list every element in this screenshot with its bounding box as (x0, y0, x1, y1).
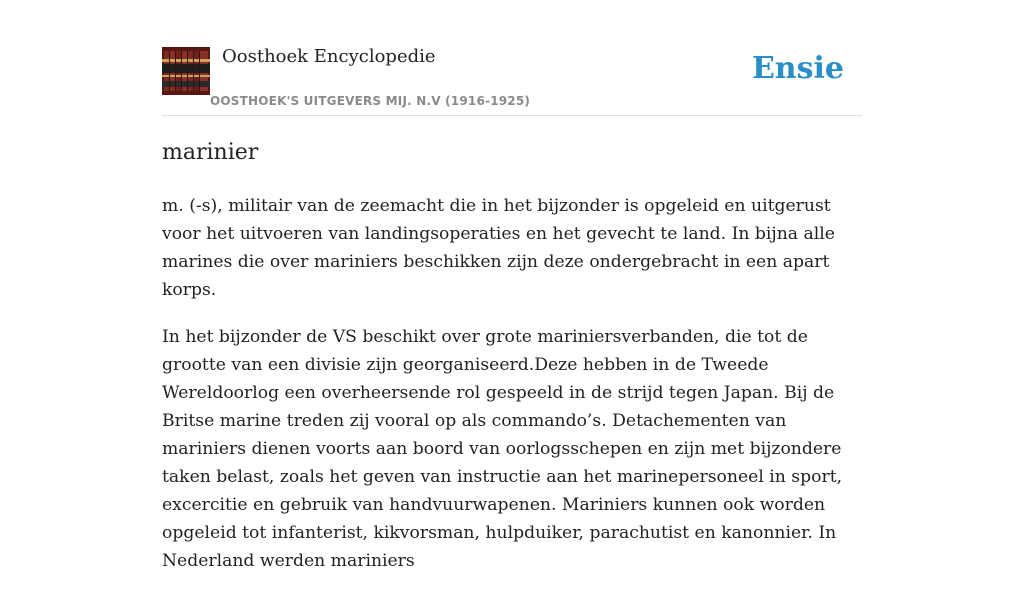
source-header (162, 46, 862, 116)
brand-logo-link[interactable]: Ensie (751, 51, 844, 86)
entry-paragraph: m. (-s), militair van de zeemacht die in het bijzonder is opgeleid en uitgerust voor het uitvoeren van landingsoperaties en het gevecht te land. In bijna alle marines die over mariniers beschikken zijn deze ondergebracht in een apart korps. (162, 196, 835, 300)
entry-paragraph: In het bijzonder de VS beschikt over grote mariniersverbanden, die tot de grootte van een divisie zijn georganiseerd.Deze hebben in de Tweede Wereldoorlog een overheersende rol gespeeld in de strijd tegen Japan. Bij de Britse marine treden zij vooral op als commando’s. Detachementen van mariniers dienen voorts aan boord van oorlogsschepen en zijn met bijzondere taken belast, zoals het geven van instructie aan het marinepersoneel in sport, excercitie en gebruik van handvuurwapenen. Mariniers kunnen ook worden opgeleid tot infanterist, kikvorsman, hulpduiker, parachutist en kanonnier. In Nederland werden mariniers (162, 327, 843, 571)
publisher-label: OOSTHOEK'S UITGEVERS MIJ. N.V (1916-1925) (210, 94, 531, 108)
entry-content (162, 192, 862, 594)
entry-title: marinier (162, 140, 259, 165)
source-name[interactable]: Oosthoek Encyclopedie (222, 46, 436, 67)
encyclopedia-books-icon[interactable] (162, 47, 210, 95)
